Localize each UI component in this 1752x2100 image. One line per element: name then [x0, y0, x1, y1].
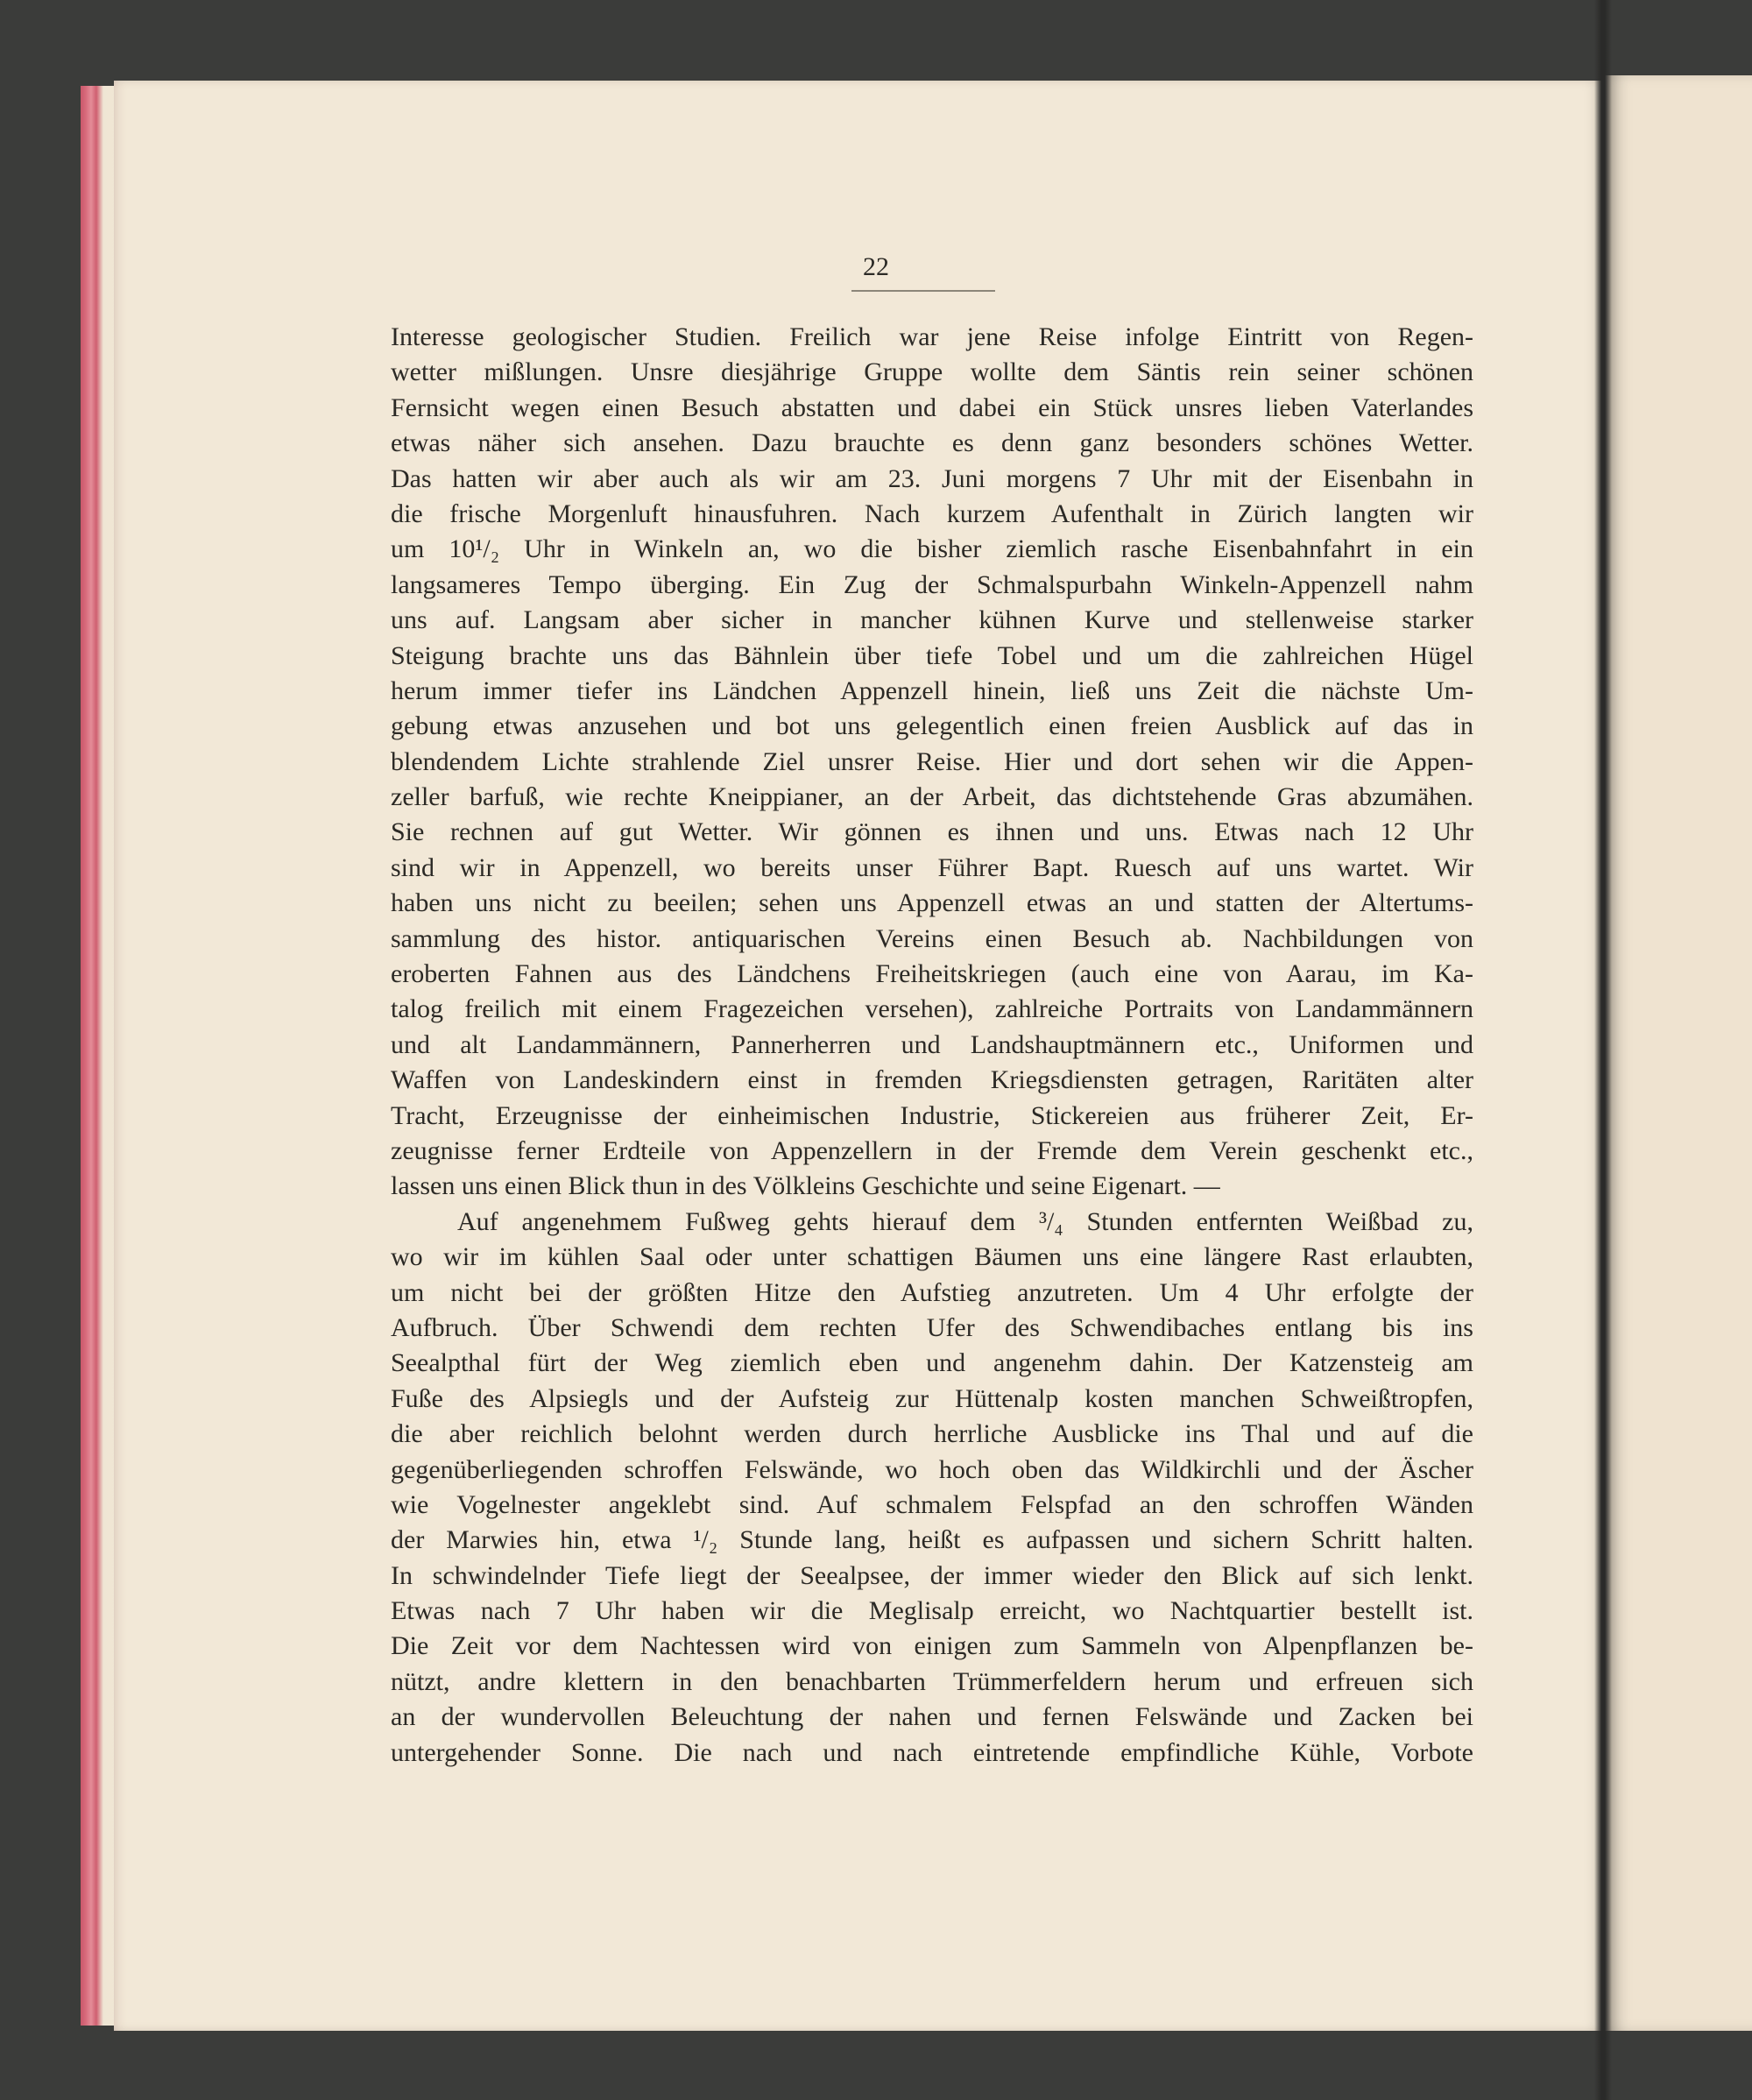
text-line: wetter mißlungen. Unsre diesjährige Gruppe wollte dem Säntis rein seiner schönen — [391, 357, 1473, 387]
book-gutter — [1594, 0, 1612, 2100]
text-line: Auf angenehmem Fußweg gehts hierauf dem ³/₄ Stunden entfernten Weißbad zu, — [457, 1206, 1473, 1236]
text-line: talog freilich mit einem Fragezeichen versehen), zahlreiche Portraits von Landammännern — [391, 994, 1473, 1024]
text-line: gegenüberliegenden schroffen Felswände, wo hoch oben das Wildkirchli und der Äscher — [391, 1454, 1473, 1484]
text-line: Seealpthal fürt der Weg ziemlich eben und angenehm dahin. Der Katzensteig am — [391, 1348, 1473, 1378]
text-line: zeugnisse ferner Erdteile von Appenzellern in der Fremde dem Verein geschenkt etc., — [391, 1135, 1473, 1165]
text-line: Waffen von Landeskindern einst in fremden Kriegsdiensten getragen, Raritäten alter — [391, 1065, 1473, 1095]
page-number-rule — [851, 290, 995, 292]
text-line: nützt, andre klettern in den benachbarten Trümmerfeldern herum und erfreuen sich — [391, 1666, 1473, 1696]
text-line: gebung etwas anzusehen und bot uns gelegentlich einen freien Ausblick auf das in — [391, 711, 1473, 741]
text-line: untergehender Sonne. Die nach und nach eintretende empfindliche Kühle, Vorbote — [391, 1737, 1473, 1767]
page-number: 22 — [863, 252, 889, 281]
text-line: an der wundervollen Beleuchtung der nahen und fernen Felswände und Zacken bei — [391, 1702, 1473, 1732]
text-line: sind wir in Appenzell, wo bereits unser Führer Bapt. Ruesch auf uns wartet. Wir — [391, 852, 1473, 882]
text-line: Fernsicht wegen einen Besuch abstatten und dabei ein Stück unsres lieben Vaterlandes — [391, 392, 1473, 422]
text-line: Aufbruch. Über Schwendi dem rechten Ufer des Schwendibaches entlang bis ins — [391, 1312, 1473, 1342]
text-line: etwas näher sich ansehen. Dazu brauchte es denn ganz besonders schönes Wetter. — [391, 428, 1473, 458]
text-line: die aber reichlich belohnt werden durch herrliche Ausblicke ins Thal und auf die — [391, 1419, 1473, 1449]
body-text — [391, 320, 1473, 1771]
text-line: zeller barfuß, wie rechte Kneippianer, an der Arbeit, das dichtstehende Gras abzumähen. — [391, 782, 1473, 812]
text-line: langsameres Tempo überging. Ein Zug der Schmalspurbahn Winkeln-Appenzell nahm — [391, 569, 1473, 599]
text-line: wie Vogelnester angeklebt sind. Auf schmalem Felspfad an den schroffen Wänden — [391, 1489, 1473, 1519]
text-line: die frische Morgenluft hinausfuhren. Nach kurzem Aufenthalt in Zürich langten wir — [391, 498, 1473, 528]
text-line: uns auf. Langsam aber sicher in mancher kühnen Kurve und stellenweise starker — [391, 605, 1473, 635]
text-line: Steigung brachte uns das Bähnlein über tiefe Tobel und um die zahlreichen Hügel — [391, 640, 1473, 670]
text-line: lassen uns einen Blick thun in des Völkleins Geschichte und seine Eigenart. — — [391, 1171, 1220, 1201]
text-line: eroberten Fahnen aus des Ländchens Freiheitskriegen (auch eine von Aarau, im Ka- — [391, 959, 1473, 989]
text-line: um 10¹/₂ Uhr in Winkeln an, wo die bisher ziemlich rasche Eisenbahnfahrt in ein — [391, 534, 1473, 564]
text-line: Etwas nach 7 Uhr haben wir die Meglisalp erreicht, wo Nachtquartier bestellt ist. — [391, 1596, 1473, 1626]
text-line: Das hatten wir aber auch als wir am 23. Juni morgens 7 Uhr mit der Eisenbahn in — [391, 463, 1473, 493]
text-line: der Marwies hin, etwa ¹/₂ Stunde lang, heißt es aufpassen und sichern Schritt halten. — [391, 1525, 1473, 1555]
text-line: Fuße des Alpsiegls und der Aufsteig zur Hüttenalp kosten manchen Schweißtropfen, — [391, 1383, 1473, 1413]
text-line: herum immer tiefer ins Ländchen Appenzell hinein, ließ uns Zeit die nächste Um- — [391, 675, 1473, 705]
text-line: haben uns nicht zu beeilen; sehen uns Appenzell etwas an und statten der Altertums- — [391, 888, 1473, 918]
text-line: und alt Landammännern, Pannerherren und Landshauptmännern etc., Uniformen und — [391, 1029, 1473, 1059]
text-line: um nicht bei der größten Hitze den Aufstieg anzutreten. Um 4 Uhr erfolgte der — [391, 1277, 1473, 1307]
text-line: Interesse geologischer Studien. Freilich war jene Reise infolge Eintritt von Regen- — [391, 322, 1473, 351]
text-line: sammlung des histor. antiquarischen Vereins einen Besuch ab. Nachbildungen von — [391, 923, 1473, 953]
text-line: wo wir im kühlen Saal oder unter schattigen Bäumen uns eine längere Rast erlaubten, — [391, 1242, 1473, 1272]
facing-page-edge — [1605, 75, 1752, 2031]
text-line: blendendem Lichte strahlende Ziel unsrer Reise. Hier und dort sehen wir die Appen- — [391, 746, 1473, 776]
text-line: Die Zeit vor dem Nachtessen wird von einigen zum Sammeln von Alpenpflanzen be- — [391, 1631, 1473, 1661]
text-line: Sie rechnen auf gut Wetter. Wir gönnen es ihnen und uns. Etwas nach 12 Uhr — [391, 817, 1473, 847]
text-line: Tracht, Erzeugnisse der einheimischen Industrie, Stickereien aus früherer Zeit, Er- — [391, 1100, 1473, 1130]
text-line: In schwindelnder Tiefe liegt der Seealpsee, der immer wieder den Blick auf sich lenkt. — [391, 1560, 1473, 1590]
